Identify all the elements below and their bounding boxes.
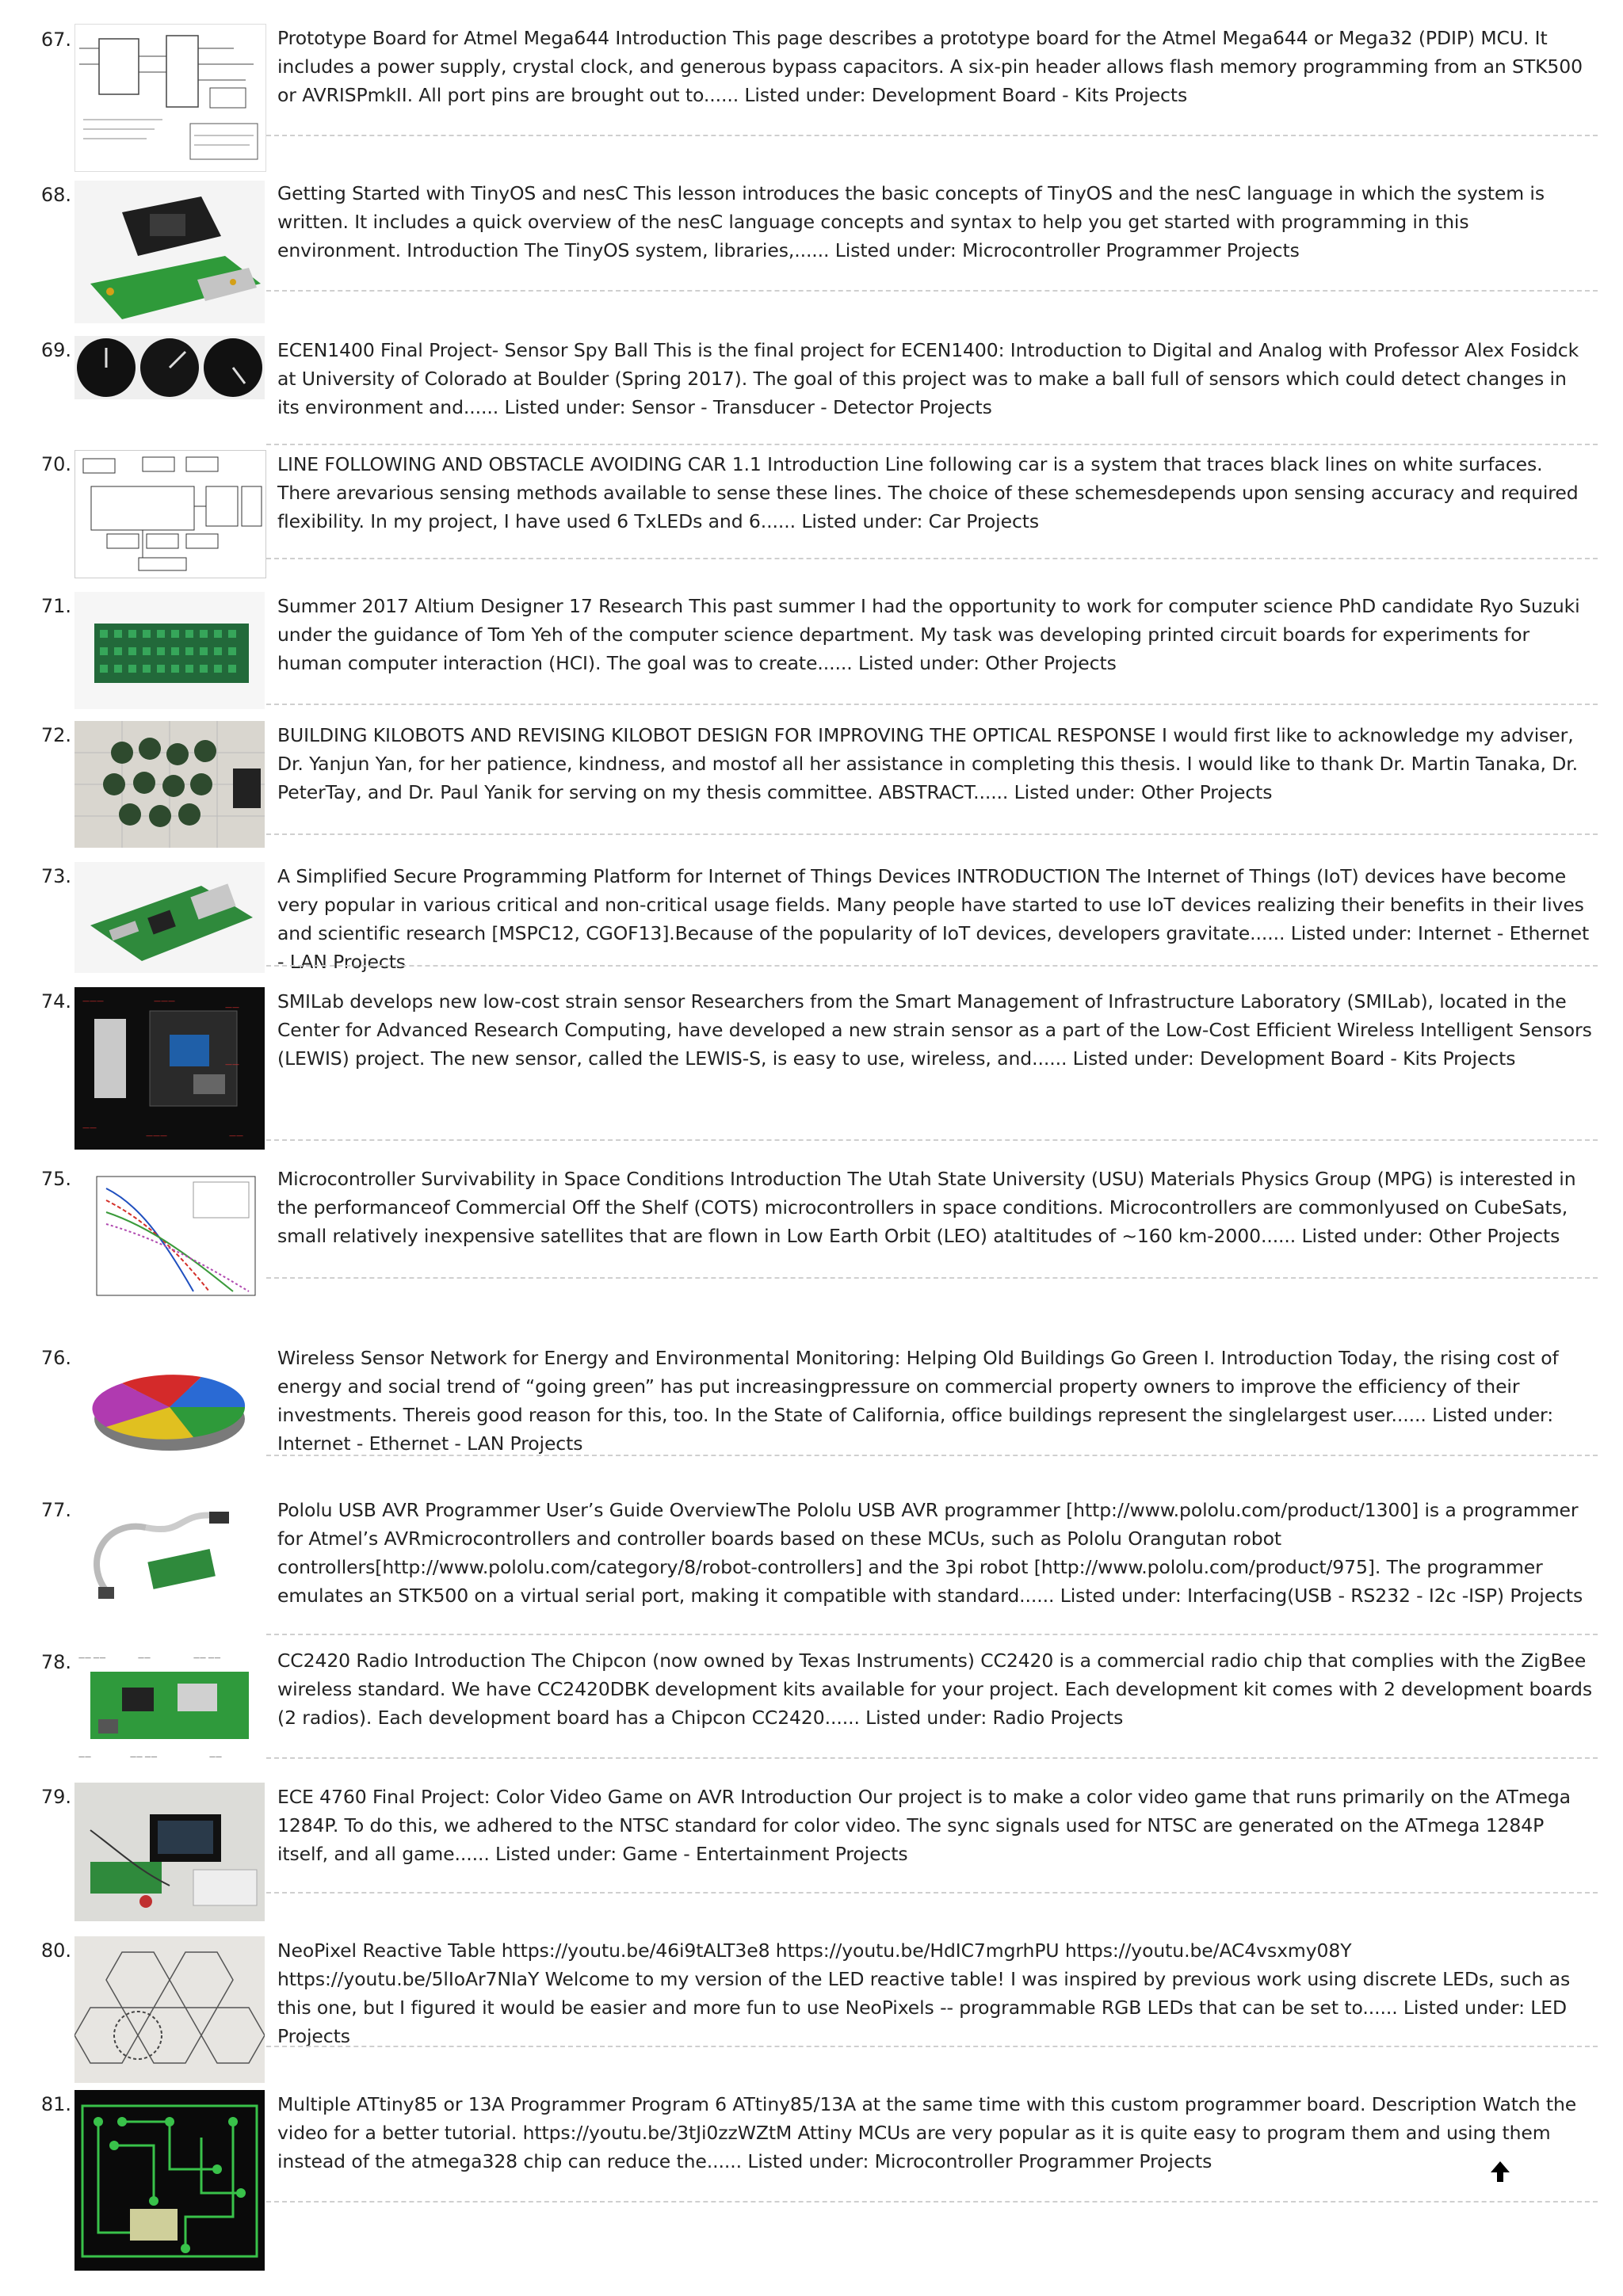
- item-number: 80.: [40, 1939, 71, 1962]
- item-number: 75.: [40, 1168, 71, 1190]
- item-number: 71.: [40, 595, 71, 617]
- item-number: 74.: [40, 990, 71, 1013]
- project-description: CC2420 Radio Introduction The Chipcon (now owned by Texas Instruments) CC2420 is a commercial radio chip that complies with the ZigBee wireless standard. We have CC2420DBK development kits available for your project. Each development kit comes with 2 development boards (2 radios). Each development board has a Chipcon CC2420...... Listed under: Radio Projects: [277, 1650, 1592, 1729]
- item-number: 67.: [40, 29, 71, 51]
- arrow-up-icon: [1488, 2160, 1512, 2183]
- project-description: ECE 4760 Final Project: Color Video Game on AVR Introduction Our project is to make a color video game that runs primarily on the ATmega 1284P. To do this, we adhered to the NTSC standard for color video. The sync signals used for NTSC are generated on the ATmega 1284P itself, and all game...... Listed under: Game - Entertainment Projects: [277, 1786, 1571, 1865]
- separator: [266, 1892, 1598, 1894]
- green-pcb-grid-icon[interactable]: [74, 592, 265, 709]
- svg-text:—— ——: —— ——: [130, 1753, 158, 1760]
- project-description: A Simplified Secure Programming Platform for Internet of Things Devices INTRODUCTION The Internet of Things (IoT) devices have become very popular in various critical and non-critical usage fields. Many people have started to use IoT devices realizing their benefits in their lives and scientific research [MSPC12, CGOF13].Because of the popularity of IoT devices, developers gravitate...... Listed under: Internet - Ethernet - LAN Projects: [277, 865, 1590, 973]
- pcb-layout-icon[interactable]: [74, 2090, 265, 2271]
- svg-text:—— ——: —— ——: [193, 1654, 221, 1661]
- separator: [266, 1757, 1598, 1759]
- project-description: Getting Started with TinyOS and nesC This lesson introduces the basic concepts of TinyOS and the nesC language in which the system is written. It includes a quick overview of the nesC language concepts and syntax to help you get started with programming in this environment. Introduction The TinyOS system, libraries,...... Listed under: Microcontroller Programmer Projects: [277, 182, 1545, 261]
- green-programmer-board-icon[interactable]: [74, 181, 265, 323]
- video-game-setup-icon[interactable]: [74, 1783, 265, 1921]
- separator: [266, 1634, 1598, 1635]
- svg-text:——: ——: [225, 1061, 239, 1069]
- separator: [266, 135, 1598, 136]
- separator: [266, 2046, 1598, 2047]
- strain-sensor-photo-icon[interactable]: [74, 987, 265, 1150]
- svg-text:———: ———: [82, 997, 104, 1005]
- project-description: SMILab develops new low-cost strain sensor Researchers from the Smart Management of Infrastructure Laboratory (SMILab), located in the Center for Advanced Research Computing, have developed a new strain sensor as a part of the Low-Cost Efficient Wireless Intelligent Sensors (LEWIS) project. The new sensor, called the LEWIS-S, is easy to use, wireless, and...... Listed under: Development Board - Kits Projects: [277, 990, 1592, 1070]
- item-number: 77.: [40, 1499, 71, 1521]
- item-number: 76.: [40, 1347, 71, 1369]
- item-number: 73.: [40, 865, 71, 887]
- separator: [266, 1277, 1598, 1279]
- project-description: Multiple ATtiny85 or 13A Programmer Program 6 ATtiny85/13A at the same time with this custom programmer board. Description Watch the video for a better tutorial. https://youtu.be/3tJi0zzWZtM Attiny MCUs are very popular as it is quite easy to program them and using them instead of the atmega328 chip can reduce the...... Listed under: Microcontroller Programmer Projects: [277, 2093, 1577, 2172]
- svg-text:——: ——: [82, 1124, 97, 1132]
- item-number: 70.: [40, 453, 71, 475]
- separator: [266, 704, 1598, 705]
- svg-text:———: ———: [146, 1132, 167, 1140]
- usb-programmer-cable-icon[interactable]: [74, 1496, 265, 1623]
- svg-text:——: ——: [225, 1004, 239, 1012]
- flux-plot-icon[interactable]: [74, 1165, 265, 1323]
- svg-text:——: ——: [138, 1654, 151, 1661]
- svg-text:———: ———: [154, 997, 175, 1005]
- block-diagram-icon[interactable]: [74, 450, 266, 578]
- item-number: 72.: [40, 724, 71, 746]
- svg-text:—— ——: —— ——: [78, 1654, 106, 1661]
- cc2420-board-icon[interactable]: [74, 1648, 265, 1767]
- separator: [266, 1139, 1598, 1141]
- hexagon-sketch-icon[interactable]: [74, 1936, 265, 2083]
- svg-text:——: ——: [78, 1753, 91, 1760]
- kilobots-photo-icon[interactable]: [74, 721, 265, 848]
- item-number: 68.: [40, 184, 71, 206]
- project-description: LINE FOLLOWING AND OBSTACLE AVOIDING CAR 1.1 Introduction Line following car is a system that traces black lines on white surfaces. There arevarious sensing methods available to sense these lines. The choice of these schemesdepends upon sensing accuracy and required flexibility. In my project, I have used 6 TxLEDs and 6...... Listed under: Car Projects: [277, 453, 1579, 532]
- project-description: Pololu USB AVR Programmer User’s Guide OverviewThe Pololu USB AVR programmer [http://www.pololu.com/product/1300] is a programmer for Atmel’s AVRmicrocontrollers and controller boards based on these MCUs, such as Pololu Orangutan robot controllers[http://www.pololu.com/category/8/robot-controllers] and the 3pi robot [http://www.pololu.com/product/975]. The programmer emulates an STK500 on a virtual serial port, making it compatible with standard...... Listed under: Interfacing(USB - RS232 - I2c -ISP) Projects: [277, 1499, 1583, 1607]
- project-description: Prototype Board for Atmel Mega644 Introduction This page describes a prototype board for the Atmel Mega644 or Mega32 (PDIP) MCU. It includes a power supply, crystal clock, and generous bypass capacitors. A six-pin header allows flash memory programming from an STK500 or AVRISPmkII. All port pins are brought out to...... Listed under: Development Board - Kits Projects: [277, 27, 1583, 106]
- item-number: 78.: [40, 1651, 71, 1673]
- svg-text:——: ——: [229, 1132, 243, 1140]
- separator: [266, 444, 1598, 445]
- project-description: BUILDING KILOBOTS AND REVISING KILOBOT DESIGN FOR IMPROVING THE OPTICAL RESPONSE I would first like to acknowledge my adviser, Dr. Yanjun Yan, for her patience, kindness, and mostof all her assistance in completing this thesis. I would like to thank Dr. Martin Tanaka, Dr. PeterTay, and Dr. Paul Yanik for serving on my thesis committee. ABSTRACT...... Listed under: Other Projects: [277, 724, 1579, 803]
- separator: [266, 833, 1598, 835]
- separator: [266, 965, 1598, 967]
- pie-chart-icon[interactable]: [74, 1344, 265, 1470]
- separator: [266, 558, 1598, 559]
- project-description: Summer 2017 Altium Designer 17 Research This past summer I had the opportunity to work for computer science PhD candidate Ryo Suzuki under the guidance of Tom Yeh of the computer science department. My task was developing printed circuit boards for experiments for human computer interaction (HCI). The goal was to create...... Listed under: Other Projects: [277, 595, 1580, 674]
- separator: [266, 2201, 1598, 2203]
- project-description: Microcontroller Survivability in Space Conditions Introduction The Utah State University (USU) Materials Physics Group (MPG) is interested in the performanceof Commercial Off the Shelf (COTS) microcontrollers in space conditions. Microcontrollers are commonlyused on CubeSats, small relatively inexpensive satellites that are flown in Low Earth Orbit (LEO) ataltitudes of ~160 km-2000...... Listed under: Other Projects: [277, 1168, 1576, 1247]
- project-description: Wireless Sensor Network for Energy and Environmental Monitoring: Helping Old Buildings Go Green I. Introduction Today, the rising cost of energy and social trend of “going green” has put increasingpressure on commercial property owners to improve the efficiency of their investments. Thereis good reason for this, too. In the State of California, office buildings represent the singlelargest user...... Listed under: Internet - Ethernet - LAN Projects: [277, 1347, 1559, 1455]
- project-description: NeoPixel Reactive Table https://youtu.be/46i9tALT3e8 https://youtu.be/HdIC7mgrhPU https://youtu.be/AC4vsxmy08Y https://youtu.be/5lIoAr7NIaY Welcome to my version of the LED reactive table! I was inspired by previous work using discrete LEDs, such as this one, but I figured it would be easier and more fun to use NeoPixels -- programmable RGB LEDs that can be set to...... Listed under: LED Projects: [277, 1939, 1571, 2047]
- separator: [266, 1455, 1598, 1456]
- schematic-diagram-icon[interactable]: [74, 24, 266, 172]
- separator: [266, 290, 1598, 292]
- item-number: 81.: [40, 2093, 71, 2115]
- project-description: ECEN1400 Final Project- Sensor Spy Ball This is the final project for ECEN1400: Introduction to Digital and Analog with Professor Alex Fosidck at University of Colorado at Boulder (Spring 2017). The goal of this project was to make a ball full of sensors which could detect changes in its environment and...... Listed under: Sensor - Transducer - Detector Projects: [277, 339, 1579, 418]
- svg-text:——: ——: [209, 1753, 222, 1760]
- back-to-top-button[interactable]: [1488, 2160, 1512, 2183]
- item-number: 79.: [40, 1786, 71, 1808]
- item-number: 69.: [40, 339, 71, 361]
- sensor-spy-balls-icon[interactable]: [74, 336, 265, 399]
- raspberry-pi-board-icon[interactable]: [74, 862, 265, 973]
